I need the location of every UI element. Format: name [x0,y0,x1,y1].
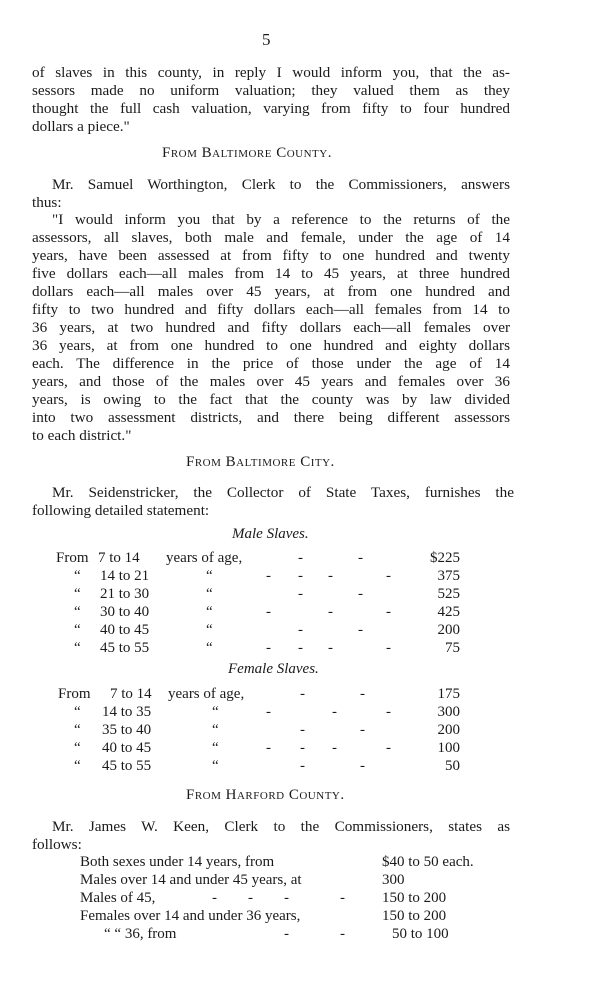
row-label: Males over 14 and under 45 years, at [80,872,302,888]
ditto-mark: “ [206,640,213,656]
ditto-mark: “ [212,704,219,720]
ditto-mark: “ [206,622,213,638]
row-age-range: 45 to 55 [102,758,152,774]
text-line: assessors, all slaves, both male and female, under the age of 14 [32,229,510,246]
leader-dash: - [266,740,271,756]
text-line: five dollars each—all males from 14 to 45 years, at three hundred [32,265,510,282]
leader-dash: - [386,740,391,756]
text-line: each. The difference in the price of those under the age of 14 [32,355,510,372]
leader-dash: - [328,604,333,620]
row-age-range: 21 to 30 [100,586,150,602]
row-value: 375 [437,568,460,584]
text-line: Mr. James W. Keen, Clerk to the Commissioners, states as [52,818,510,835]
paragraph-keen [32,818,510,854]
text-line: sessors made no uniform valuation; they valued them as they [32,82,510,99]
leader-dash: - [298,550,303,566]
row-value: 50 [445,758,460,774]
text-line: "I would inform you that by a reference to the returns of the [52,211,510,228]
row-label: From [58,686,91,702]
row-value: 200 [437,722,460,738]
leader-dash: - [266,640,271,656]
table-row [0,550,600,568]
row-age-range: 14 to 21 [100,568,150,584]
text-line: 36 years, at from one hundred to one hundred and eighty dollars [32,337,510,354]
leader-dash: - [266,568,271,584]
leader-dash: - [266,604,271,620]
leader-dash: - [358,622,363,638]
ditto-mark: “ [74,622,81,638]
ditto-mark: “ [74,740,81,756]
leader-dash: - [386,568,391,584]
leader-dash: - [266,704,271,720]
ditto-mark: “ [74,604,81,620]
text-line: follows: [32,836,82,853]
leader-dash: - [328,640,333,656]
row-label: Both sexes under 14 years, from [80,854,275,870]
leader-dash: - [386,704,391,720]
leader-dash: - [360,758,365,774]
row-age-range: 7 to 14 [98,550,140,566]
row-value: 100 [437,740,460,756]
row-value: $40 to 50 each. [382,854,474,870]
row-label: Females over 14 and under 36 years, [80,908,301,924]
ditto-mark: “ [74,722,81,738]
row-descriptor: years of age, [168,686,245,702]
table-row [0,854,600,872]
leader-dash: - [298,568,303,584]
ditto-mark: “ [74,758,81,774]
ditto-mark: “ [74,640,81,656]
leader-dash: - [386,604,391,620]
row-value: 525 [437,586,460,602]
ditto-mark: “ [206,568,213,584]
table-row [0,604,600,622]
section-heading-harford-county: From Harford County. [186,787,345,803]
leader-dash: - [284,890,289,906]
row-age-range: 40 to 45 [100,622,150,638]
ditto-mark: “ [206,586,213,602]
text-line: thus: [32,194,62,211]
leader-dash: - [298,640,303,656]
table-row [0,872,600,890]
row-value: 75 [445,640,460,656]
leader-dash: - [358,586,363,602]
table-row [0,722,600,740]
paragraph-continuation [32,64,510,136]
row-descriptor: years of age, [166,550,243,566]
row-value: 175 [437,686,460,702]
text-line: into two assessment districts, and there being different assessors [32,409,510,426]
table-row [0,758,600,776]
text-line: Mr. Samuel Worthington, Clerk to the Commissioners, answers [52,176,510,193]
text-line: fifty to two hundred and fifty dollars each—all females from 14 to [32,301,510,318]
text-line: Mr. Seidenstricker, the Collector of State Taxes, furnishes the [52,484,514,501]
table-row [0,908,600,926]
text-line: dollars a piece." [32,118,130,135]
leader-dash: - [212,890,217,906]
text-line: dollars each—all males over 45 years, at from one hundred and [32,283,510,300]
row-value: 150 to 200 [382,908,447,924]
row-value: $225 [430,550,460,566]
paragraph-seidenstricker [32,484,514,520]
table-row [0,586,600,604]
paragraph-worthington-quote [32,211,510,445]
row-age-range: 30 to 40 [100,604,150,620]
leader-dash: - [300,758,305,774]
leader-dash: - [340,890,345,906]
text-line: to each district." [32,427,132,444]
leader-dash: - [332,704,337,720]
table-row [0,640,600,658]
table-row [0,622,600,640]
leader-dash: - [386,640,391,656]
leader-dash: - [300,686,305,702]
ditto-mark: “ [74,586,81,602]
ditto-mark: “ [212,758,219,774]
table-row [0,740,600,758]
table-row [0,704,600,722]
row-value: 150 to 200 [382,890,447,906]
leader-dash: - [300,740,305,756]
leader-dash: - [332,740,337,756]
leader-dash: - [360,722,365,738]
subheading-female-slaves: Female Slaves. [228,661,319,677]
leader-dash: - [328,568,333,584]
leader-dash: - [360,686,365,702]
leader-dash: - [298,586,303,602]
text-line: years, and those of the males over 45 years and females over 36 [32,373,510,390]
text-line: 36 years, at two hundred and fifty dollars each—all females over [32,319,510,336]
ditto-mark: “ [74,704,81,720]
row-value: 425 [437,604,460,620]
subheading-male-slaves: Male Slaves. [232,526,309,542]
leader-dash: - [300,722,305,738]
ditto-mark: “ [212,722,219,738]
row-label: “ “ 36, from [104,926,177,942]
row-value: 300 [437,704,460,720]
row-value: 50 to 100 [392,926,449,942]
row-value: 200 [437,622,460,638]
row-age-range: 45 to 55 [100,640,150,656]
page-number: 5 [262,30,271,49]
section-heading-baltimore-county: From Baltimore County. [162,145,332,161]
paragraph-worthington-intro [32,176,510,212]
row-label: From [56,550,89,566]
ditto-mark: “ [206,604,213,620]
table-row [0,568,600,586]
row-age-range: 14 to 35 [102,704,152,720]
text-line: thought the full cash valuation, varying from fifty to four hundred [32,100,510,117]
text-line: of slaves in this county, in reply I would inform you, that the as- [32,64,510,81]
row-age-range: 40 to 45 [102,740,152,756]
text-line: years, is owing to the fact that the county was by law divided [32,391,510,408]
leader-dash: - [298,622,303,638]
row-label: Males of 45, [80,890,156,906]
ditto-mark: “ [212,740,219,756]
table-row [0,926,600,944]
section-heading-baltimore-city: From Baltimore City. [186,454,335,470]
row-age-range: 35 to 40 [102,722,152,738]
leader-dash: - [284,926,289,942]
text-line: years, have been assessed at from fifty to one hundred and twenty [32,247,510,264]
text-line: following detailed statement: [32,502,210,519]
leader-dash: - [248,890,253,906]
ditto-mark: “ [74,568,81,584]
leader-dash: - [358,550,363,566]
leader-dash: - [340,926,345,942]
table-row [0,686,600,704]
table-row [0,890,600,908]
row-age-range: 7 to 14 [110,686,152,702]
row-value: 300 [382,872,405,888]
